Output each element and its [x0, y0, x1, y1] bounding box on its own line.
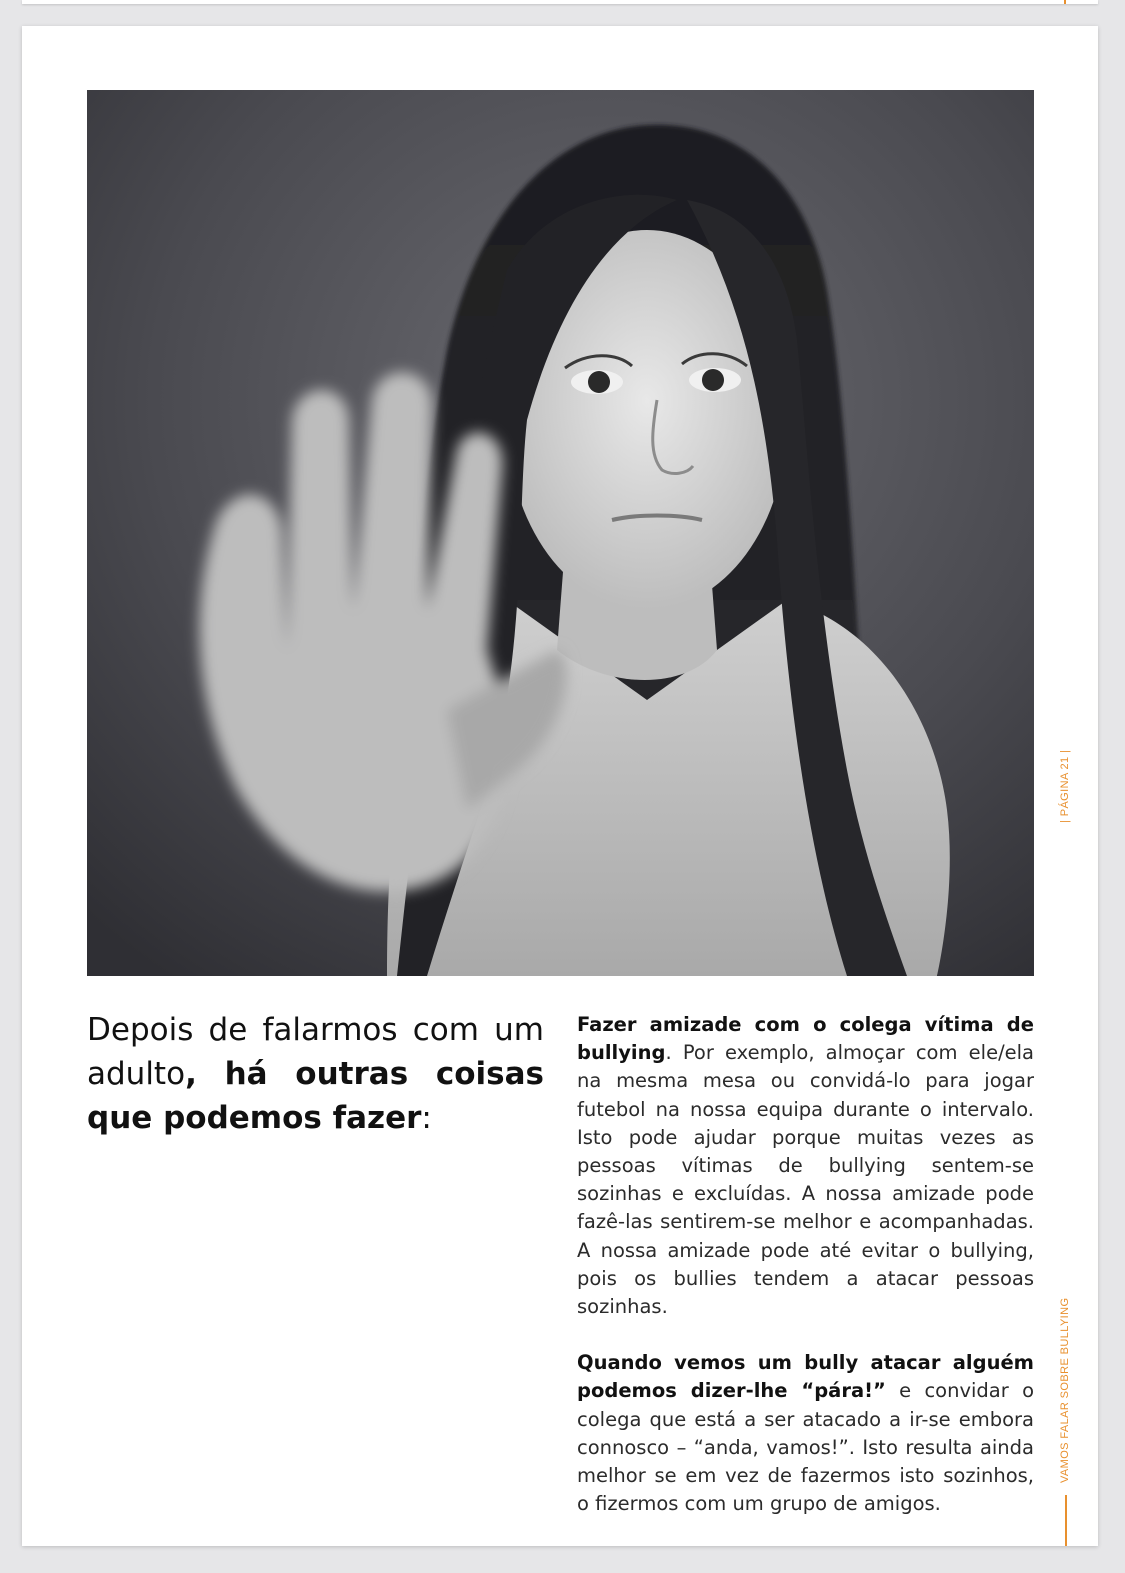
page-number-label: | PÁGINA 21 |	[1059, 749, 1071, 823]
lead-bold: há outras coisas que podemos fazer	[87, 1056, 544, 1136]
previous-page-edge	[22, 0, 1098, 4]
lead-comma: ,	[185, 1056, 225, 1092]
body-column	[577, 1011, 1034, 1546]
accent-rule	[1065, 1495, 1067, 1546]
lead-text	[87, 1008, 544, 1140]
book-title-label: VAMOS FALAR SOBRE BULLYING	[1059, 1297, 1071, 1483]
paragraph-say-stop-text: e convidar o colega que está a ser atacado a ir-se embora connosco – “anda, vamos!”. Isto resulta ainda melhor se em vez de fazermos isto sozinhos, o fizermos com um grupo de amigos.	[577, 1379, 1034, 1516]
document-page	[22, 26, 1098, 1546]
lead-plain: Depois de falarmos com um adulto	[87, 1012, 544, 1092]
paragraph-say-stop-bold: Quando vemos um bully atacar alguém podemos dizer-lhe “pára!”	[577, 1351, 1034, 1403]
paragraph-befriend-bold: Fazer amizade com o colega vítima de bullying	[577, 1013, 1034, 1065]
lead-colon: :	[421, 1100, 432, 1136]
previous-page-accent	[1064, 0, 1066, 4]
paragraph-say-stop	[577, 1349, 1034, 1518]
paragraph-befriend	[577, 1011, 1034, 1321]
paragraph-befriend-text: . Por exemplo, almoçar com ele/ela na mesma mesa ou convidá-lo para jogar futebol na nossa equipa durante o intervalo. Isto pode ajudar porque muitas vezes as pessoas vítimas de bullying sentem-se sozinhas e excluídas. A nossa amizade pode fazê-las sentirem-se melhor e acompanhadas. A nossa amizade pode até evitar o bullying, pois os bullies tendem a atacar pessoas sozinhas.	[577, 1041, 1034, 1319]
girl-stop-hand-photo	[87, 90, 1034, 976]
